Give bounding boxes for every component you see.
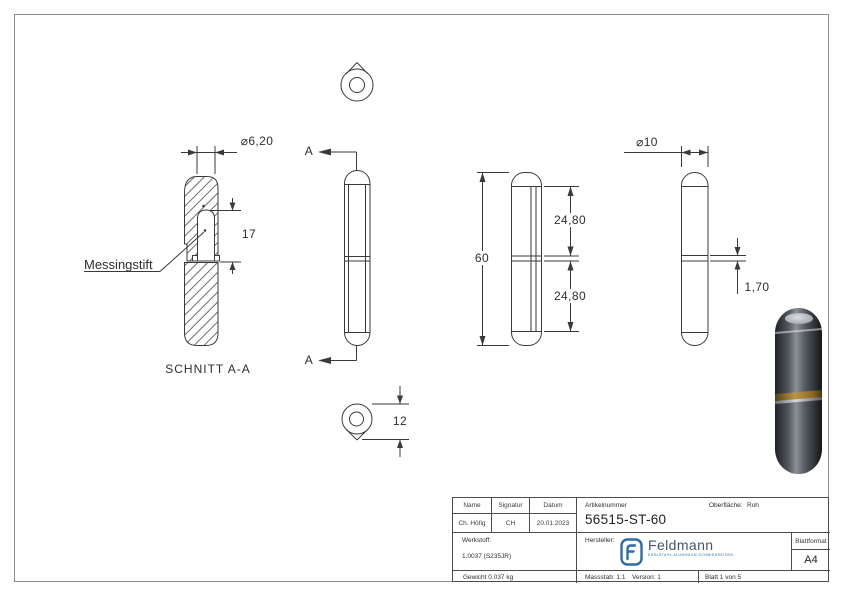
- schnitt-label: SCHNITT A-A: [165, 362, 251, 376]
- front-view: [477, 173, 579, 346]
- value-datum: 20.01.2023: [529, 513, 576, 532]
- arrowhead: [215, 150, 224, 156]
- section-arrow: [318, 357, 331, 364]
- value-signatur: CH: [491, 513, 529, 532]
- product-photo: [772, 306, 826, 476]
- oberflaeche-value: Roh: [747, 502, 759, 509]
- feldmann-logo: [620, 538, 733, 566]
- section-marker-top: A: [304, 144, 314, 158]
- pin-render-top-highlight: [785, 313, 813, 324]
- section-lower-body: [185, 263, 219, 346]
- slot-notch-left: [193, 256, 198, 262]
- section-arrow: [318, 149, 331, 156]
- werkstoff-value: 1.0037 (S235JR): [462, 553, 512, 560]
- arrowhead: [230, 203, 236, 211]
- arrowhead: [480, 173, 486, 183]
- header-datum: Datum: [529, 498, 576, 513]
- feldmann-wordmark: Feldmann: [648, 537, 714, 553]
- artikelnummer-label: Artikelnummer: [585, 502, 627, 509]
- version-value: Version: 1: [632, 574, 661, 581]
- dim-dia-6-20: ⌀6,20: [240, 134, 274, 148]
- arrowhead: [568, 247, 574, 257]
- arrowhead: [397, 396, 403, 405]
- messingstift-label: Messingstift: [84, 257, 153, 272]
- oberflaeche-label: Oberfläche:: [709, 502, 743, 509]
- header-signatur: Signatur: [491, 498, 529, 513]
- inner-circle: [350, 412, 364, 426]
- inner-circle: [350, 78, 365, 93]
- right-view: [624, 146, 746, 346]
- arrowhead: [397, 440, 403, 449]
- dim-24-80-bottom: 24,80: [553, 289, 587, 303]
- feldmann-tagline: EDELSTAHL ALUMINIUM SCHMIEDEEISEN: [648, 552, 734, 557]
- arrowhead: [188, 150, 197, 156]
- arrowhead: [735, 247, 741, 256]
- top-view: [341, 63, 373, 102]
- dim-dia-10: ⌀10: [636, 135, 658, 149]
- dim-60: 60: [474, 251, 490, 265]
- arrowhead: [682, 150, 691, 156]
- arrowhead: [568, 261, 574, 271]
- werkstoff-cell: [453, 532, 576, 570]
- dim-24-80-top: 24,80: [553, 213, 587, 227]
- blattformat-value: A4: [791, 549, 830, 570]
- section-marker-bottom: A: [304, 353, 314, 367]
- massstab-cell: [576, 570, 698, 583]
- arrowhead: [480, 336, 486, 346]
- gewicht-value: Gewicht 0.037 kg: [463, 574, 514, 581]
- value-name: Ch. Höfig: [453, 513, 491, 532]
- pin-outline: [682, 173, 709, 346]
- center-dot: [202, 205, 205, 208]
- blatt-cell: [698, 570, 830, 583]
- side-view-cut-plane: [318, 149, 370, 365]
- arrowhead: [699, 150, 708, 156]
- feldmann-logo-text: [648, 538, 733, 557]
- massstab-value: Massstab: 1:1: [585, 574, 626, 581]
- feldmann-logo-icon: [620, 538, 643, 566]
- outer-circle: [342, 404, 372, 434]
- dim-12: 12: [392, 414, 408, 428]
- center-dot: [204, 229, 207, 232]
- pin-render-cap-line: [775, 328, 822, 334]
- blattformat-label: Blattformat: [791, 532, 830, 549]
- arrowhead: [230, 262, 236, 270]
- arrowhead: [735, 261, 741, 270]
- dim-1-70: 1,70: [744, 280, 770, 294]
- outer-circle: [341, 69, 373, 101]
- artikelnummer-cell: [576, 498, 830, 532]
- blatt-value: Blatt 1 von 5: [705, 574, 742, 581]
- pin-render-body: [775, 308, 822, 474]
- pin-outline: [512, 173, 542, 346]
- slot-notch-right: [215, 256, 220, 262]
- dim-17: 17: [241, 227, 257, 241]
- artikelnummer-value: 56515-ST-60: [585, 512, 667, 527]
- header-name: Name: [463, 502, 481, 509]
- arrowhead: [568, 322, 574, 332]
- hersteller-label: Hersteller:: [585, 537, 615, 544]
- gewicht-cell: [453, 570, 576, 583]
- werkstoff-label: Werkstoff:: [462, 537, 492, 544]
- arrowhead: [568, 187, 574, 197]
- section-view: [84, 146, 241, 346]
